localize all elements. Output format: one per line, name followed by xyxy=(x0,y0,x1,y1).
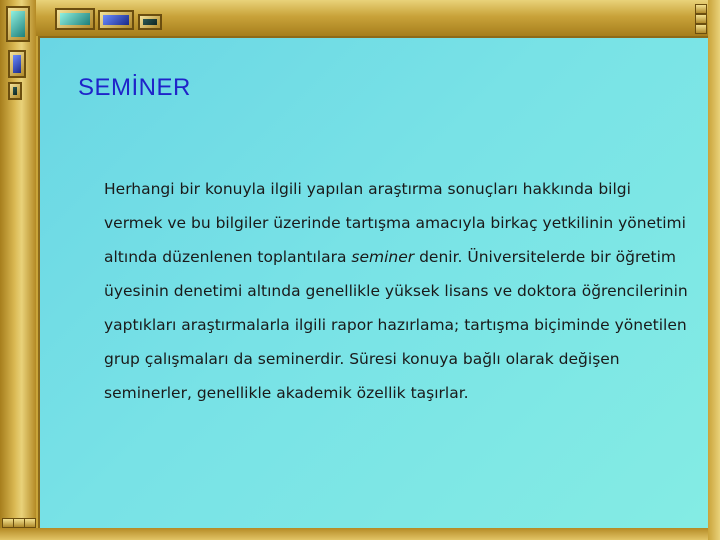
corner-ornament-icon xyxy=(695,14,707,24)
corner-ornament-icon xyxy=(24,518,36,528)
gold-frame-right xyxy=(708,0,720,540)
body-paragraph xyxy=(104,172,694,410)
gold-frame-left xyxy=(0,0,36,540)
blue-gem-icon xyxy=(8,50,26,78)
paragraph-text: Herhangi bir konuyla ilgili yapılan araştırma sonuçları hakkında bilgi vermek ve bu bilgiler üzerinde tartışma amacıyla birkaç yetkilinin yönetimi altında düzenlenen toplantılara xyxy=(104,180,686,266)
teal-gem-icon xyxy=(55,8,95,30)
dark-gem-icon xyxy=(8,82,22,100)
slide-title: SEMİNER xyxy=(78,74,191,101)
dark-gem-icon xyxy=(138,14,162,30)
blue-gem-icon xyxy=(98,10,134,30)
emphasized-term: seminer xyxy=(351,248,415,266)
corner-ornament-icon xyxy=(695,24,707,34)
gold-frame-bottom xyxy=(0,528,720,540)
paragraph-text: denir. Üniversitelerde bir öğretim üyesinin denetimi altında genellikle yüksek lisans ve doktora öğrencilerinin yaptıkları araştırmalarla ilgili rapor hazırlama; tartışma biçiminde yönetilen grup çalışmaları da seminerdir. Süresi konuya bağlı olarak değişen seminerler, genellikle akademik özellik taşırlar. xyxy=(104,248,688,402)
corner-ornament-icon xyxy=(695,4,707,14)
teal-gem-icon xyxy=(6,6,30,42)
